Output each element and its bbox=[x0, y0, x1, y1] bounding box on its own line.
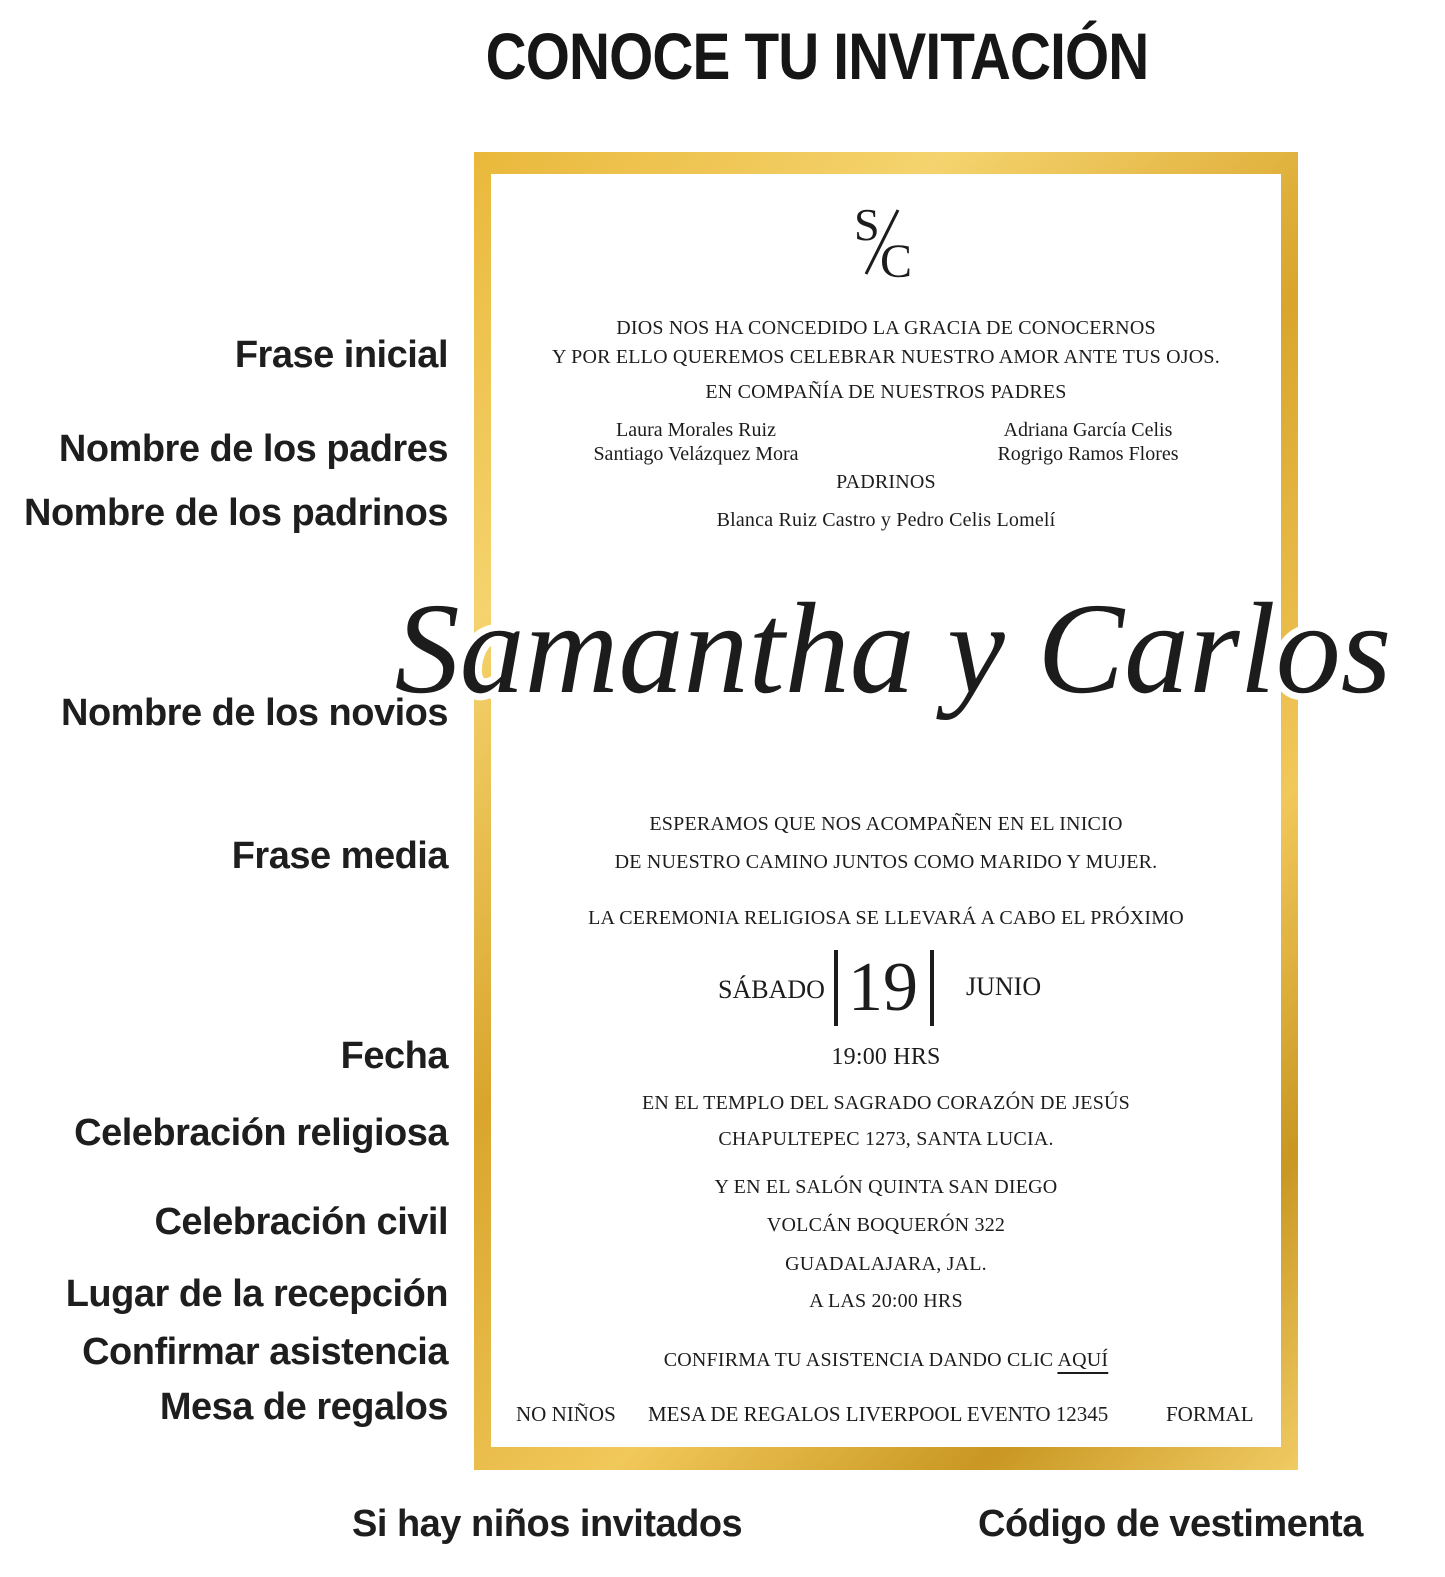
couple-names bbox=[394, 552, 1392, 752]
date-month: JUNIO bbox=[966, 972, 1042, 1001]
parent-name: Adriana García Celis bbox=[1003, 419, 1173, 441]
date-divider-right bbox=[930, 950, 934, 1026]
footer-gift-registry: MESA DE REGALOS LIVERPOOL EVENTO 12345 bbox=[648, 1402, 1109, 1426]
label-fecha: Fecha bbox=[340, 1035, 448, 1077]
parent-name: Laura Morales Ruiz bbox=[616, 419, 776, 441]
middle-line-1: ESPERAMOS QUE NOS ACOMPAÑEN EN EL INICIO bbox=[649, 813, 1123, 835]
parent-name: Santiago Velázquez Mora bbox=[593, 443, 799, 465]
rsvp-line bbox=[474, 1349, 1298, 1372]
label-celebracion-civil: Celebración civil bbox=[154, 1201, 448, 1243]
couple-names-text: Samantha y Carlos bbox=[394, 577, 1392, 721]
parents-groom bbox=[566, 418, 826, 466]
rsvp-text: CONFIRMA TU ASISTENCIA DANDO CLIC bbox=[663, 1349, 1058, 1371]
label-confirmar-asistencia: Confirmar asistencia bbox=[82, 1331, 448, 1373]
opening-line-2: Y POR ELLO QUEREMOS CELEBRAR NUESTRO AMOR ANTE TUS OJOS. bbox=[552, 346, 1220, 368]
padrinos-title: PADRINOS bbox=[836, 471, 936, 493]
opening-line-3: EN COMPAÑÍA DE NUESTROS PADRES bbox=[705, 381, 1067, 403]
label-nombre-padres: Nombre de los padres bbox=[58, 428, 448, 470]
label-codigo-vestimenta: Código de vestimenta bbox=[978, 1503, 1363, 1545]
reception-line-1: Y EN EL SALÓN QUINTA SAN DIEGO bbox=[714, 1176, 1058, 1198]
rsvp-link[interactable]: AQUÍ bbox=[1057, 1349, 1109, 1371]
svg-text:C: C bbox=[880, 235, 913, 288]
label-lugar-recepcion: Lugar de la recepción bbox=[65, 1273, 448, 1315]
label-nombre-novios: Nombre de los novios bbox=[61, 692, 448, 734]
label-nombre-padrinos: Nombre de los padrinos bbox=[24, 492, 448, 534]
middle-line-2: DE NUESTRO CAMINO JUNTOS COMO MARIDO Y MUJER. bbox=[614, 851, 1158, 873]
ceremony-intro: LA CEREMONIA RELIGIOSA SE LLEVARÁ A CABO EL PRÓXIMO bbox=[588, 907, 1184, 929]
date-weekday: SÁBADO bbox=[718, 975, 825, 1004]
date-time: 19:00 HRS bbox=[831, 1044, 941, 1070]
page-title: CONOCE TU INVITACIÓN bbox=[485, 19, 1149, 93]
footer-dress-code: FORMAL bbox=[1166, 1402, 1254, 1426]
religious-line-1: EN EL TEMPLO DEL SAGRADO CORAZÓN DE JESÚS bbox=[641, 1092, 1131, 1114]
label-frase-media: Frase media bbox=[231, 835, 448, 877]
opening-line-1: DIOS NOS HA CONCEDIDO LA GRACIA DE CONOCERNOS bbox=[616, 317, 1156, 339]
parents-bride bbox=[958, 418, 1218, 466]
date-divider-left bbox=[834, 950, 838, 1026]
reception-line-4: A LAS 20:00 HRS bbox=[809, 1290, 963, 1312]
svg-text:S: S bbox=[854, 199, 880, 250]
monogram-logo bbox=[836, 199, 936, 288]
reception-line-3: GUADALAJARA, JAL. bbox=[785, 1253, 987, 1275]
parent-name: Rogrigo Ramos Flores bbox=[997, 443, 1179, 465]
footer-no-kids: NO NIÑOS bbox=[516, 1402, 616, 1426]
label-celebracion-religiosa: Celebración religiosa bbox=[74, 1112, 448, 1154]
label-ninos-invitados: Si hay niños invitados bbox=[352, 1503, 743, 1545]
religious-line-2: CHAPULTEPEC 1273, SANTA LUCIA. bbox=[718, 1128, 1054, 1150]
label-mesa-regalos: Mesa de regalos bbox=[159, 1386, 448, 1428]
padrinos-names: Blanca Ruiz Castro y Pedro Celis Lomelí bbox=[716, 509, 1056, 531]
label-frase-inicial: Frase inicial bbox=[234, 334, 448, 376]
date-day-number: 19 bbox=[848, 949, 918, 1026]
reception-line-2: VOLCÁN BOQUERÓN 322 bbox=[766, 1214, 1006, 1236]
